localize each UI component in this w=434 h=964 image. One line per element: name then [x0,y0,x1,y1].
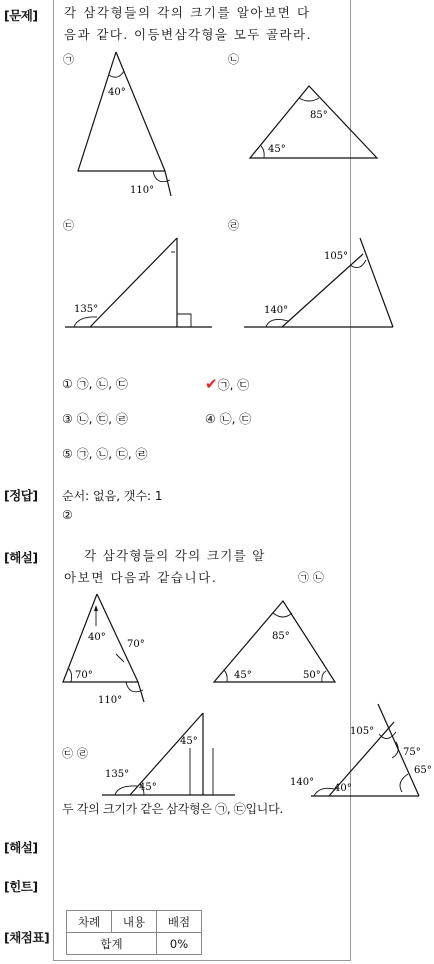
explanation-marks-a-b: ㉠ ㉡ [298,571,325,584]
exp-fig-a-right: 70° [127,639,145,650]
score-header-points: 배점 [157,911,202,933]
problem-triangle-c [60,232,220,332]
fig-d-mark: ㉣ [228,219,240,232]
problem-line-2: 음과 같다. 이등변삼각형을 모두 골라라. [64,27,312,42]
fig-b-left-angle: 45° [268,144,286,155]
exp-fig-d-ext: 140° [290,777,315,788]
explanation-line-2: 아보면 다음과 같습니다. [64,570,218,585]
exp-fig-d-r2: 65° [414,765,432,776]
choice-3-number: ③ [62,412,73,426]
exp-fig-a-apex: 40° [88,632,106,643]
fig-b-mark: ㉡ [228,53,240,66]
exp-fig-a-ext: 110° [98,695,123,706]
fig-d-exterior-angle: 140° [264,305,289,316]
exp-fig-b-top: 85° [272,631,290,642]
score-total-value: 0% [157,933,202,955]
explanation-line-1: 각 삼각형들의 각의 크기를 알 [84,548,266,563]
choice-1[interactable] [62,375,128,392]
problem-line-1: 각 삼각형들의 각의 크기를 알아보면 다 [64,5,311,20]
explanation-conclusion: 두 각의 크기가 같은 삼각형은 ㉠, ㉢입니다. [62,802,283,816]
choice-1-number: ① [62,377,73,391]
choice-5-number: ⑤ [62,447,73,461]
choice-1-text: ㉠, ㉡, ㉢ [76,377,128,391]
answer-label: [정답] [4,488,38,503]
exp-fig-c-left: 45° [139,782,157,793]
fig-d-top-angle: 105° [324,251,349,262]
problem-triangle-b [240,80,390,165]
fig-b-top-angle: 85° [310,110,328,121]
explanation-marks-c-d: ㉢ ㉣ [62,747,89,760]
explanation-triangle-c [100,708,240,800]
explanation-label: [해설] [4,550,38,565]
choice-2-text: ㉠, ㉢ [217,378,250,392]
score-header-order: 차례 [67,911,112,933]
fig-c-exterior-angle: 135° [74,304,99,315]
choice-4-number: ④ [205,412,216,426]
choice-3-text: ㉡, ㉢, ㉣ [76,412,128,426]
exp-fig-a-left: 70° [75,670,93,681]
exp-fig-b-right: 50° [303,670,321,681]
hint-label: [힌트] [4,879,38,894]
score-table [66,910,202,955]
problem-label: [문제] [4,8,38,23]
fig-a-mark: ㉠ [63,53,75,66]
fig-a-apex-angle: 40° [108,87,126,98]
choice-5-text: ㉠, ㉡, ㉢, ㉣ [76,447,148,461]
score-total-label: 합계 [67,933,157,955]
score-header-content: 내용 [112,911,157,933]
score-label: [채점표] [4,930,50,945]
fig-c-mark: ㉢ [63,219,75,232]
explanation-label-2: [해설] [4,840,38,855]
answer-line-2: ② [62,508,73,522]
exp-fig-d-left: 40° [334,783,352,794]
fig-a-exterior-angle: 110° [130,185,155,196]
explanation-triangle-a [58,590,158,708]
exp-fig-c-top: 45° [180,736,198,747]
exp-fig-c-ext: 135° [105,769,130,780]
problem-triangle-a [60,48,190,198]
choice-4-text: ㉡, ㉢ [219,412,252,426]
choice-3[interactable] [62,410,128,427]
choice-5[interactable] [62,445,147,462]
answer-line-1: 순서: 없음, 갯수: 1 [62,489,163,503]
choice-4[interactable] [205,410,251,427]
exp-fig-d-top: 105° [350,726,375,737]
choice-2[interactable] [205,375,249,393]
explanation-triangle-b [210,597,340,687]
problem-triangle-d [238,232,408,332]
check-mark-icon: ✔ [205,375,218,393]
exp-fig-b-left: 45° [234,670,252,681]
exp-fig-d-r1: 75° [403,747,421,758]
explanation-triangle-d [284,700,434,802]
